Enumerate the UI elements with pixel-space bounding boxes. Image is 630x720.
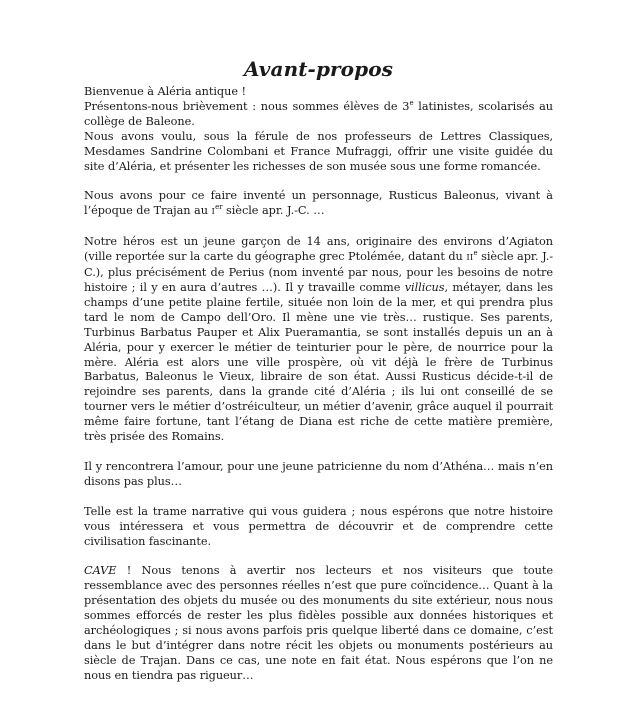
century-superscript: er [215,203,223,212]
purpose-line: Nous avons voulu, sous la férule de nos professeurs de Lettres Classiques, Mesdames Sandrine Colombani et France Mufraggi, offrir une visite guidée du site d’Aléria, et présenter les richesses de son musée sous une forme romancée. [84,129,553,173]
character-paragraph [84,189,553,220]
document-page [84,56,553,684]
century-numeral: I [211,207,216,218]
hero-century-superscript: e [473,249,478,258]
hero-century-numeral: II [466,253,474,264]
cave-term: CAVE [84,564,117,578]
narrative-paragraph: Telle est la trame narrative qui vous guidera ; nous espérons que notre histoire vous intéressera et vous permettra de découvrir et de comprendre cette civilisation fascinante. [84,504,553,548]
villicus-term: villicus [404,280,445,294]
hero-text-c: , métayer, dans les champs d’une petite plaine fertile, située non loin de la mer, et qui prendra plus tard le nom de Campo dell’Oro. Il mène une vie très… rustique. Ses parents, Turbinus Barbatus Pauper et Alix Pueramantia, se sont installés depuis un an à Aléria, pour y exercer le métier de teinturier pour le père, de nourrice pour la mère. Aléria est alors une ville prospère, où vit déjà le frère de Turbinus Barbatus, Baleonus le Vieux, libraire de son état. Aussi Rusticus décide-t-il de rejoindre ses parents, dans la grande cité d’Aléria ; ils lui ont conseillé de se tourner vers le métier d’ostréiculteur, un métier d’avenir, grâce auquel il pourrait même faire fortune, tant l’étang de Diana est riche de cette matière première, très prisée des Romains. [84,280,553,444]
welcome-line: Bienvenue à Aléria antique ! [84,85,246,98]
hero-paragraph [84,235,553,445]
cave-text: ! Nous tenons à avertir nos lecteurs et nos visiteurs que toute ressemblance avec des personnes réelles n’est que pure coïncidence… Quant à la présentation des objets du musée ou des monuments du site extérieur, nous nous sommes efforcés de rester les plus fidèles possible aux données historiques et archéologiques ; si nous avons parfois pris quelque liberté dans ce domaine, c’est dans le but d’intégrer dans notre récit les objets ou monuments postérieurs au siècle de Trajan. Dans ce cas, une note en fait état. Nous espérons que l’on ne nous en tiendra pas rigueur… [84,564,553,682]
intro-paragraph [84,85,553,174]
presentation-text-b: latinistes, scolarisés au collège de Baleone. [84,99,553,128]
character-text-a: Nous avons pour ce faire inventé un personnage, Rusticus Baleonus, vivant à l’époque de Trajan au [84,189,553,218]
presentation-text-a: Présentons-nous brièvement : nous sommes élèves de 3 [84,99,410,113]
presentation-line [84,100,553,130]
hero-text-b: siècle apr. J.-C.), plus précisément de Perius (nom inventé par nous, pour les besoins de notre histoire ; il y en aura d’autres …). Il y travaille comme [84,250,554,294]
cave-paragraph [84,564,553,683]
hero-text-a: Notre héros est un jeune garçon de 14 ans, originaire des environs d’Agiaton (ville reportée sur la carte du géographe grec Ptolémée, datant du [84,235,553,264]
page-title: Avant-propos [243,57,393,81]
character-text-b: siècle apr. J.-C. … [222,204,325,218]
superscript-e: e [409,99,414,108]
love-paragraph: Il y rencontrera l’amour, pour une jeune patricienne du nom d’Athéna… mais n’en disons pas plus… [84,459,553,488]
